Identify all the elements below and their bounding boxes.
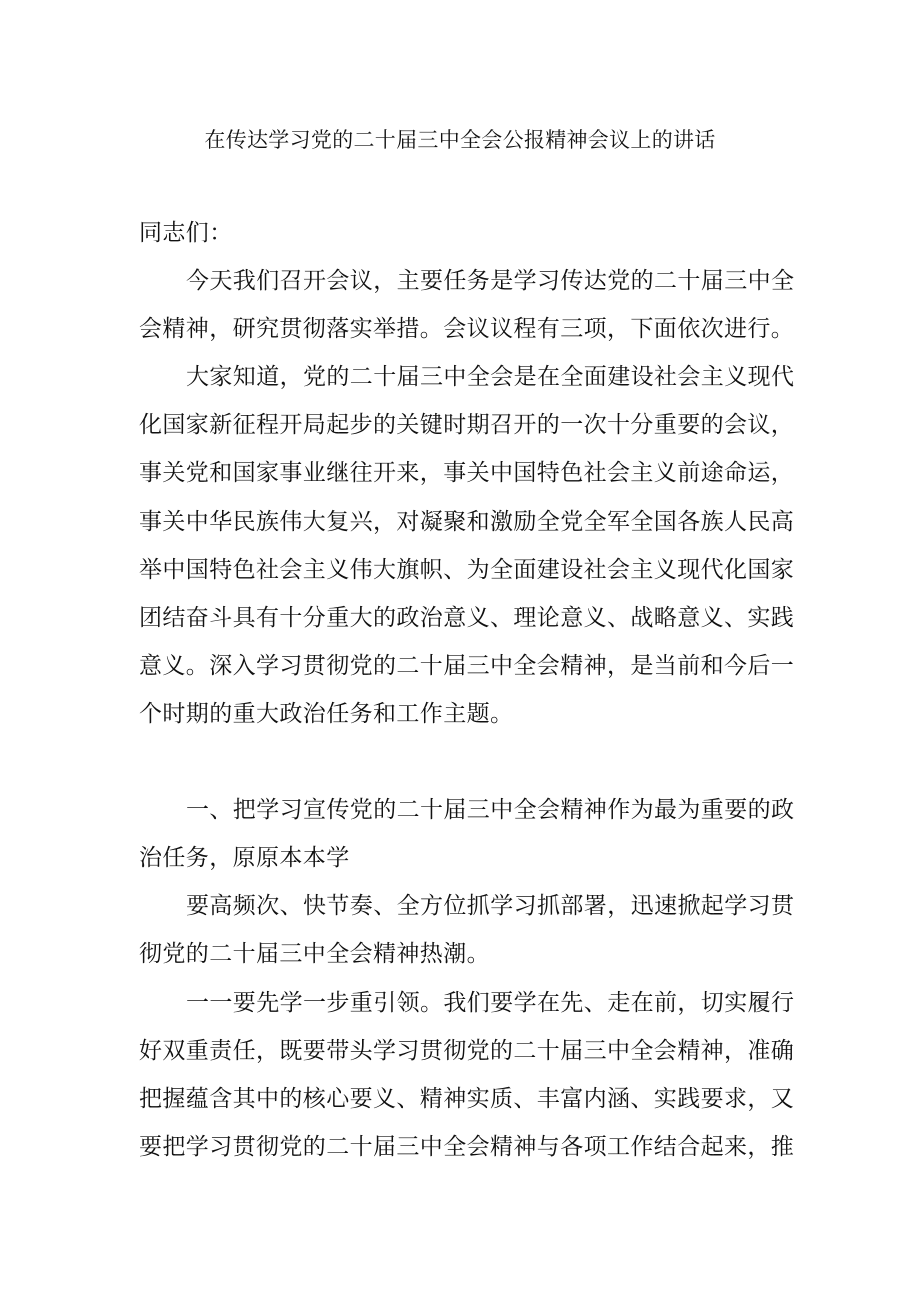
- text-line: 大家知道，党的二十届三中全会是在全面建设社会主义现代: [186, 364, 795, 390]
- text-line: 会精神，研究贯彻落实举措。会议议程有三项，下面依次进行。: [139, 316, 795, 342]
- text-line: 团结奋斗具有十分重大的政治意义、理论意义、战略意义、实践: [139, 605, 795, 631]
- text-line: 个时期的重大政治任务和工作主题。: [139, 701, 514, 727]
- text-line: 事关中华民族伟大复兴，对凝聚和激励全党全军全国各族人民高: [139, 509, 795, 535]
- text-line: 要把学习贯彻党的二十届三中全会精神与各项工作结合起来，推: [139, 1134, 795, 1160]
- document-title: 在传达学习党的二十届三中全会公报精神会议上的讲话: [204, 128, 716, 152]
- greeting: 同志们：: [139, 220, 233, 246]
- text-line: 要高频次、快节奏、全方位抓学习抓部署，迅速掀起学习贯: [186, 893, 795, 919]
- text-line: 意义。深入学习贯彻党的二十届三中全会精神，是当前和今后一: [139, 653, 795, 679]
- section-heading: 一、把学习宣传党的二十届三中全会精神作为最为重要的政: [186, 797, 795, 823]
- text-line: 彻党的二十届三中全会精神热潮。: [139, 941, 490, 967]
- text-line: 事关党和国家事业继往开来，事关中国特色社会主义前途命运，: [139, 460, 795, 486]
- text-line: 举中国特色社会主义伟大旗帜、为全面建设社会主义现代化国家: [139, 557, 795, 583]
- text-line: 今天我们召开会议，主要任务是学习传达党的二十届三中全: [186, 268, 795, 294]
- text-line: 好双重责任，既要带头学习贯彻党的二十届三中全会精神，准确: [139, 1038, 795, 1064]
- text-line: 化国家新征程开局起步的关键时期召开的一次十分重要的会议，: [139, 412, 795, 438]
- text-line: 把握蕴含其中的核心要义、精神实质、丰富内涵、实践要求，又: [139, 1086, 795, 1112]
- text-line: 一一要先学一步重引领。我们要学在先、走在前，切实履行: [186, 990, 795, 1016]
- section-heading: 治任务，原原本本学: [139, 845, 350, 871]
